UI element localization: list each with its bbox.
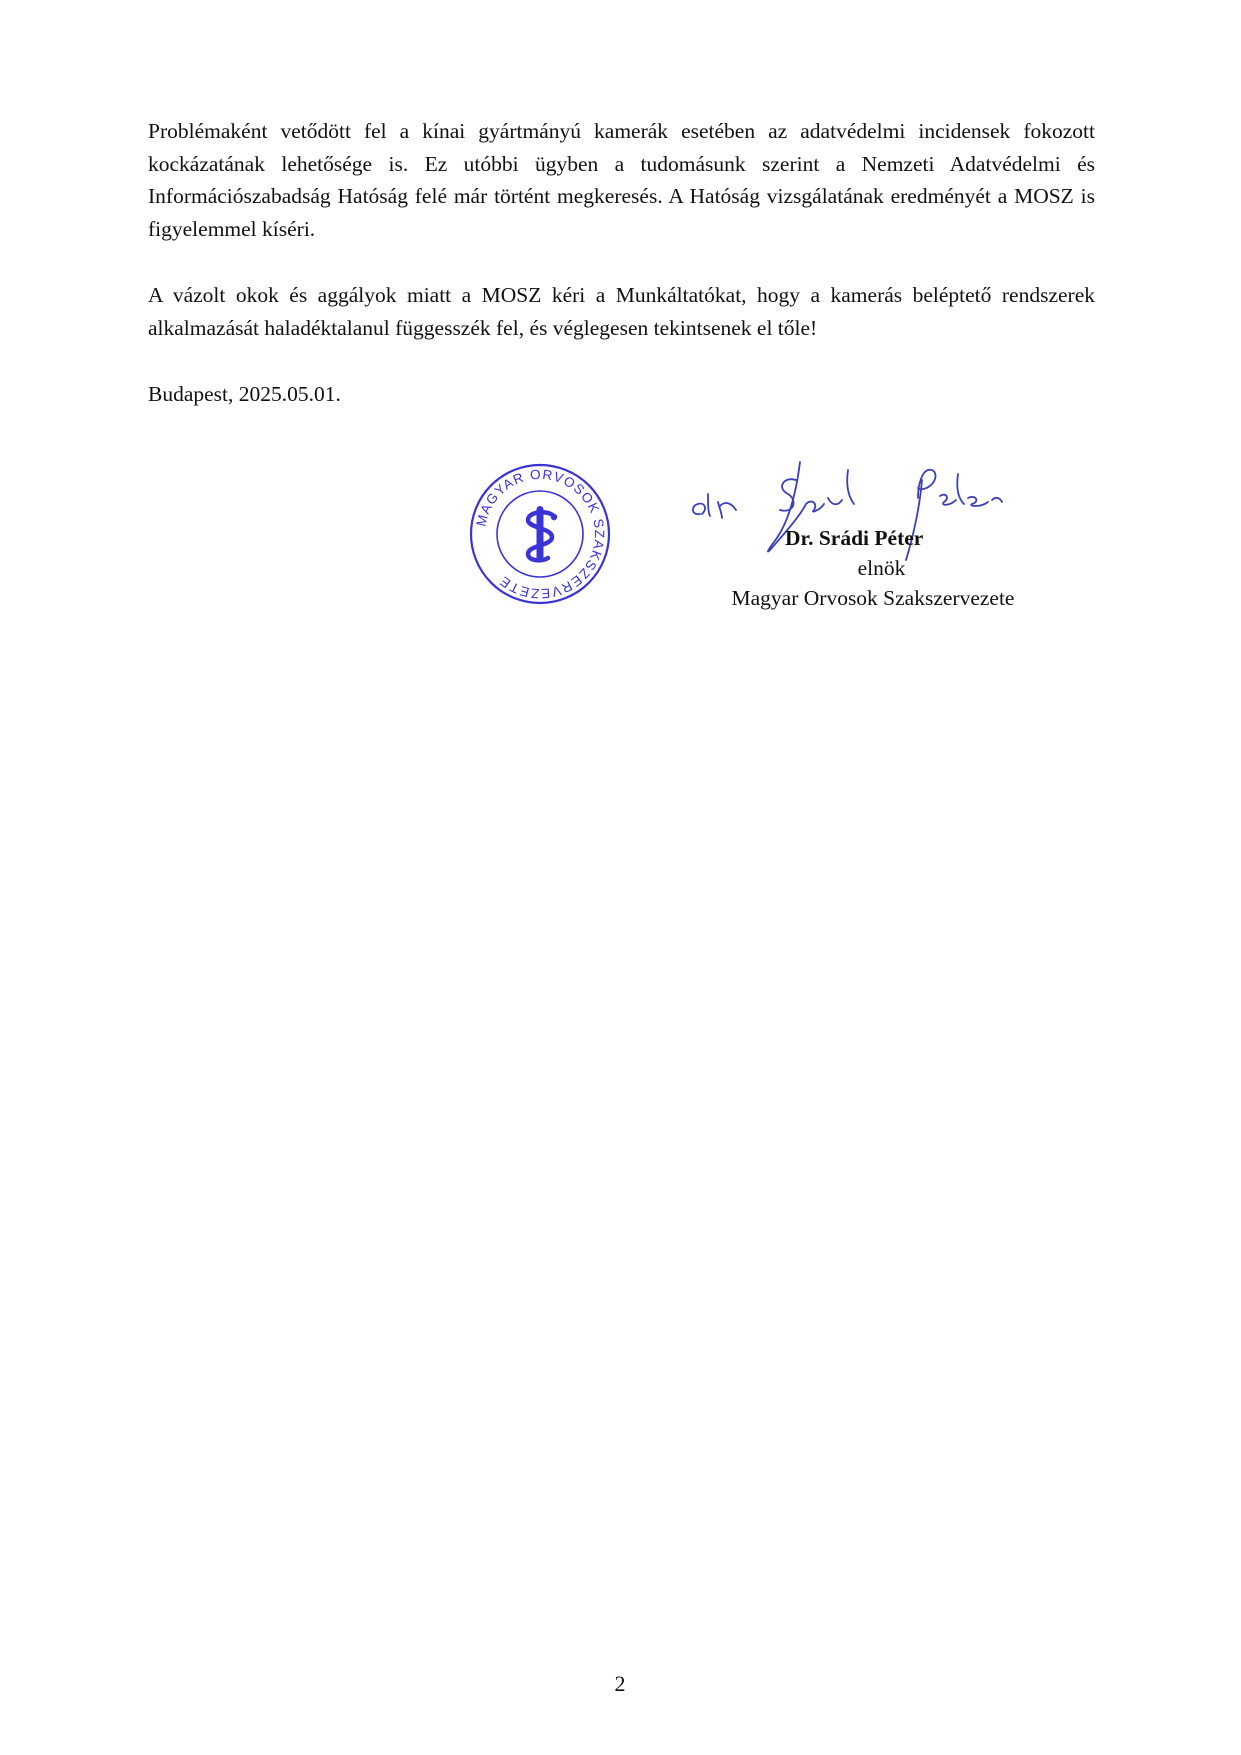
body-paragraph-1: Problémaként vetődött fel a kínai gyártmányú kamerák esetében az adatvédelmi incidensek fokozott kockázatának lehetősége is. Ez utóbbi ügyben a tudomásunk szerint a Nemzeti Adatvédelmi és Információszabadság Hatóság felé már történt megkeresés. A Hatóság vizsgálatának eredményét a MOSZ is figyelemmel kíséri. — [148, 119, 1095, 241]
page-number: 2 — [614, 1671, 626, 1696]
staff-of-asclepius-icon — [528, 506, 557, 562]
stamp-ring-textpath: MAGYAR ORVOSOK SZAKSZERVEZETE — [473, 466, 608, 602]
dateline: Budapest, 2025.05.01. — [148, 382, 341, 406]
signatory-block — [700, 523, 1030, 613]
body-paragraph-2: A vázolt okok és aggályok miatt a MOSZ kéri a Munkáltatókat, hogy a kamerás beléptető rendszerek alkalmazását haladéktalanul függesszék fel, és véglegesen tekintsenek el tőle! — [148, 283, 1095, 340]
signatory-title: elnök — [857, 556, 906, 580]
organization-stamp — [468, 462, 612, 606]
signatory-name: Dr. Srádi Péter — [785, 526, 924, 550]
signatory-organization: Magyar Orvosok Szakszervezete — [731, 586, 1015, 610]
